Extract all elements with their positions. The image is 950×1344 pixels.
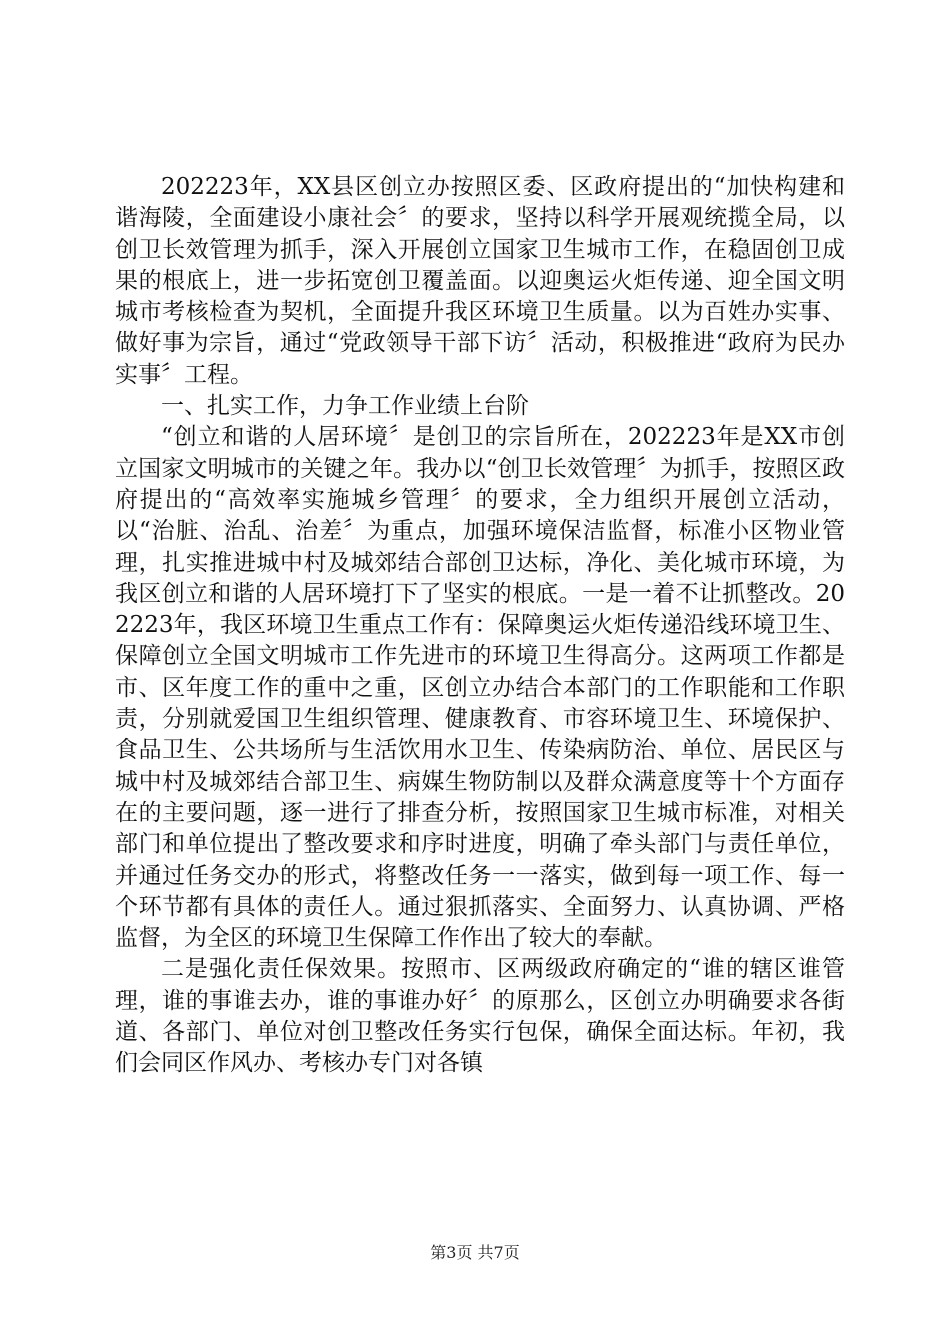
body-paragraph-2: 二是强化责任保效果。按照市、区两级政府确定的“谁的辖区谁管理，谁的事谁去办，谁的事谁办好〞的原那么，区创立办明确要求各街道、各部门、单位对创卫整改任务实行包保，确保全面达标。年初，我们会同区作风办、考核办专门对各镇 [115, 956, 845, 1077]
page-footer: 第3页 共7页 [430, 1243, 520, 1262]
intro-paragraph: 202223年，XX县区创立办按照区委、区政府提出的“加快构建和谐海陵，全面建设小康社会〞的要求，坚持以科学开展观统揽全局，以创卫长效管理为抓手，深入开展创立国家卫生城市工作，在稳固创卫成果的根底上，进一步拓宽创卫覆盖面。以迎奥运火炬传递、迎全国文明城市考核检查为契机，全面提升我区环境卫生质量。以为百姓办实事、做好事为宗旨，通过“党政领导干部下访〞活动，积极推进“政府为民办实事〞工程。 [115, 174, 845, 388]
document-body [115, 172, 845, 1080]
section-heading: 一、扎实工作，力争工作业绩上台阶 [161, 393, 529, 420]
body-paragraph-1: “创立和谐的人居环境〞是创卫的宗旨所在，202223年是XX市创立国家文明城市的关键之年。我办以“创卫长效管理〞为抓手，按照区政府提出的“高效率实施城乡管理〞的要求，全力组织开展创立活动，以“治脏、治乱、治差〞为重点，加强环境保洁监督，标准小区物业管理，扎实推进城中村及城郊结合部创卫达标，净化、美化城市环境，为我区创立和谐的人居环境打下了坚实的根底。一是一着不让抓整改。202223年，我区环境卫生重点工作有：保障奥运火炬传递沿线环境卫生、保障创立全国文明城市工作先进市的环境卫生得高分。这两项工作都是市、区年度工作的重中之重，区创立办结合本部门的工作职能和工作职责，分别就爱国卫生组织管理、健康教育、市容环境卫生、环境保护、食品卫生、公共场所与生活饮用水卫生、传染病防治、单位、居民区与城中村及城郊结合部卫生、病媒生物防制以及群众满意度等十个方面存在的主要问题，逐一进行了排查分析，按照国家卫生城市标准，对相关部门和单位提出了整改要求和序时进度，明确了牵头部门与责任单位，并通过任务交办的形式，将整改任务一一落实，做到每一项工作、每一个环节都有具体的责任人。通过狠抓落实、全面努力、认真协调、严格监督，为全区的环境卫生保障工作作出了较大的奉献。 [115, 424, 845, 952]
